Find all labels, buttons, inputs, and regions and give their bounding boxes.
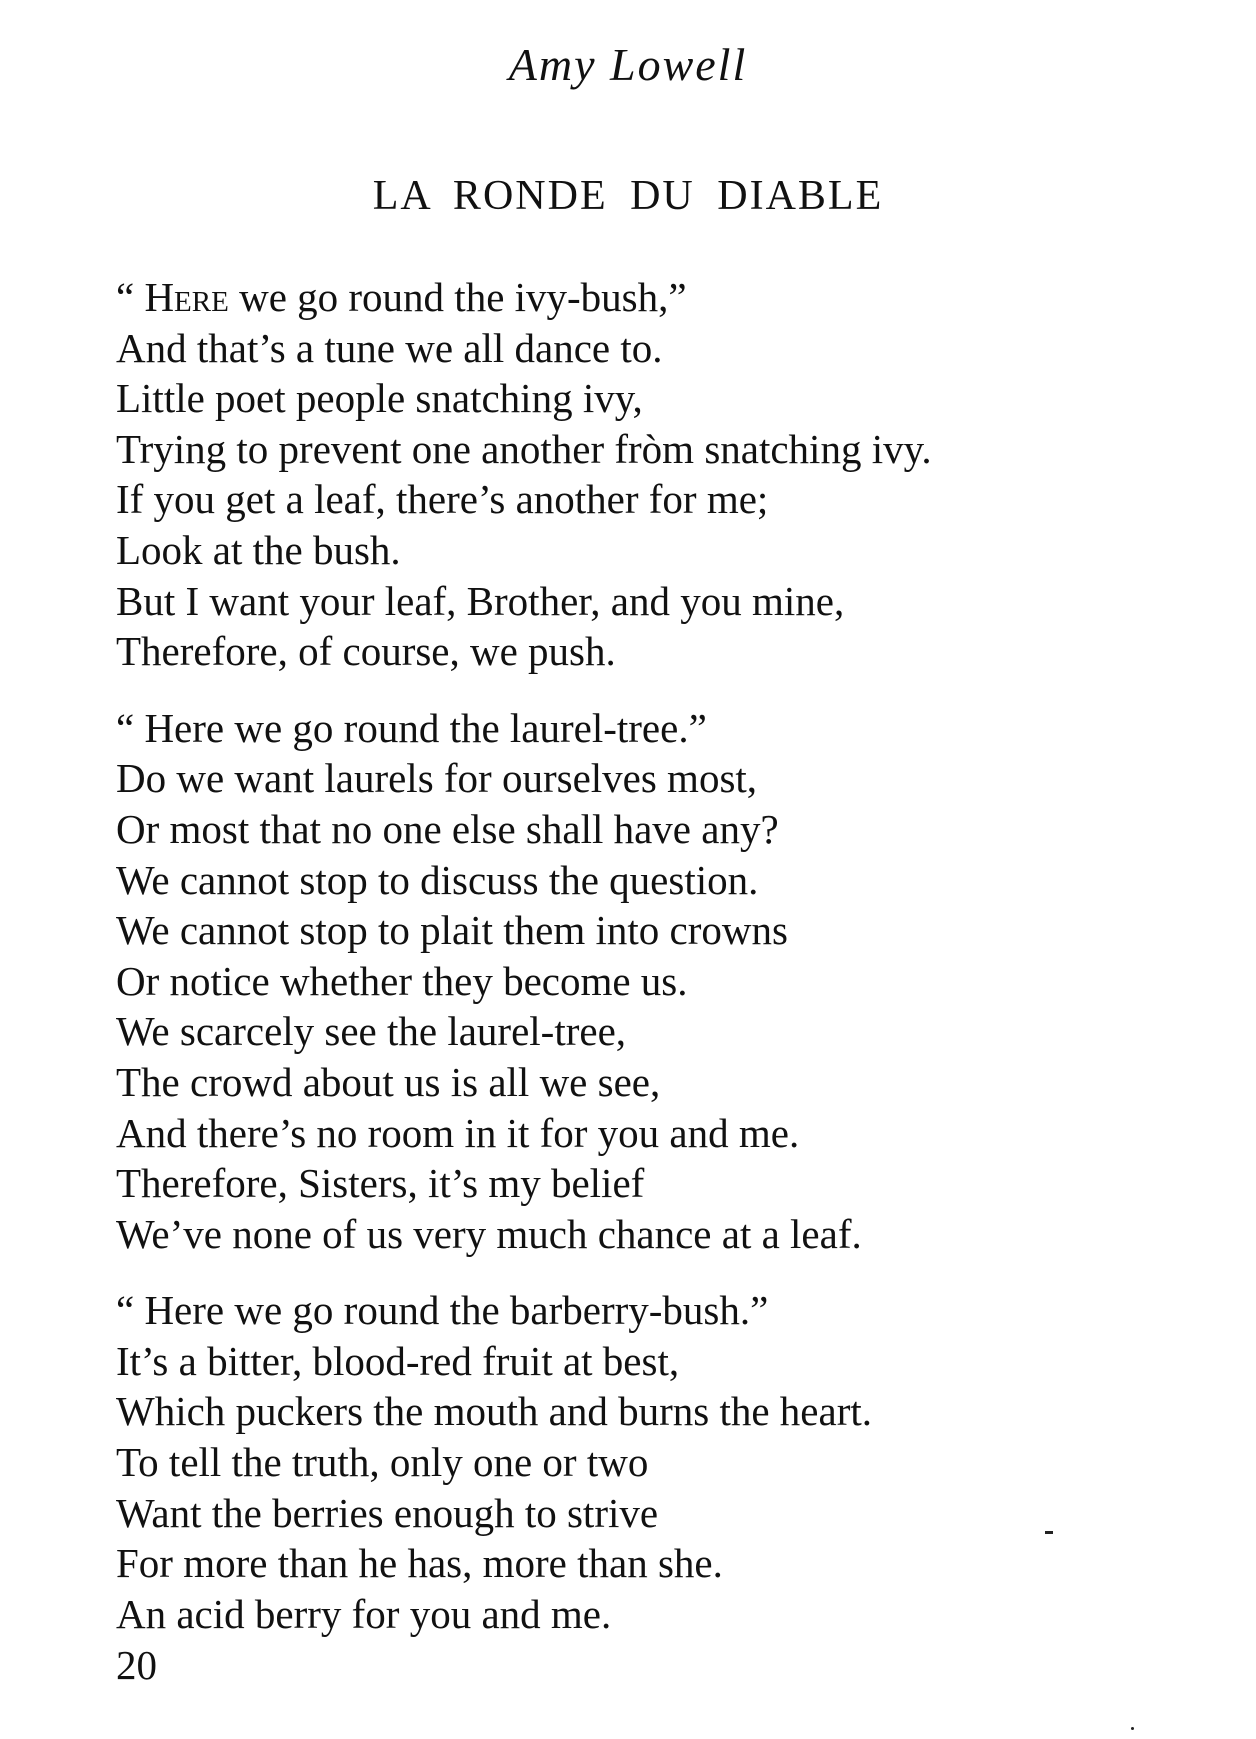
line-rest: we go round the ivy-bush,”: [228, 274, 687, 320]
poem-line: “ Here we go round the laurel-tree.”: [116, 704, 707, 751]
poem-body: [116, 272, 1226, 1665]
poem-line: The crowd about us is all we see,: [116, 1058, 661, 1105]
poem-line: Therefore, of course, we push.: [116, 628, 616, 675]
small-caps-first-word: Here: [144, 274, 229, 320]
stanza-3: [116, 1285, 1226, 1639]
poem-line: Want the berries enough to strive: [116, 1489, 659, 1536]
poem-line: Little poet people snatching ivy,: [116, 375, 643, 422]
print-speck: [1045, 1531, 1053, 1534]
poem-title: LA RONDE DU DIABLE: [372, 173, 884, 219]
poem-line: Which puckers the mouth and burns the heart.: [116, 1388, 872, 1435]
poem-line: Therefore, Sisters, it’s my belief: [116, 1160, 645, 1207]
stanza-1: [116, 272, 1226, 677]
open-quote: “: [116, 274, 145, 320]
poem-line: Trying to prevent one another fròm snatching ivy.: [116, 425, 932, 472]
poem-line: Do we want laurels for ourselves most,: [116, 755, 758, 802]
poem-line: We cannot stop to plait them into crowns: [116, 907, 788, 954]
poem-line: And that’s a tune we all dance to.: [116, 324, 663, 371]
poem-line: We cannot stop to discuss the question.: [116, 856, 759, 903]
poem-line: Look at the bush.: [116, 526, 401, 573]
poem-line: It’s a bitter, blood-red fruit at best,: [116, 1337, 680, 1384]
poem-line: “ Here we go round the barberry-bush.”: [116, 1287, 769, 1334]
poem-line: An acid berry for you and me.: [116, 1590, 612, 1637]
poem-line: To tell the truth, only one or two: [116, 1439, 649, 1486]
poem-line: We’ve none of us very much chance at a leaf.: [116, 1210, 862, 1257]
poem-line: If you get a leaf, there’s another for me;: [116, 476, 769, 523]
poem-line: We scarcely see the laurel-tree,: [116, 1008, 627, 1055]
poem-line: Or most that no one else shall have any?: [116, 805, 779, 852]
poem-line: But I want your leaf, Brother, and you mine,: [116, 577, 845, 624]
poem-line: For more than he has, more than she.: [116, 1540, 723, 1587]
stanza-2: [116, 703, 1226, 1260]
poem-line: Or notice whether they become us.: [116, 957, 688, 1004]
poem-line: And there’s no room in it for you and me.: [116, 1109, 800, 1156]
running-header-author: Amy Lowell: [508, 39, 748, 90]
print-speck: [1131, 1727, 1134, 1730]
poem-line: [116, 272, 1226, 323]
page-number: 20: [116, 1642, 157, 1688]
